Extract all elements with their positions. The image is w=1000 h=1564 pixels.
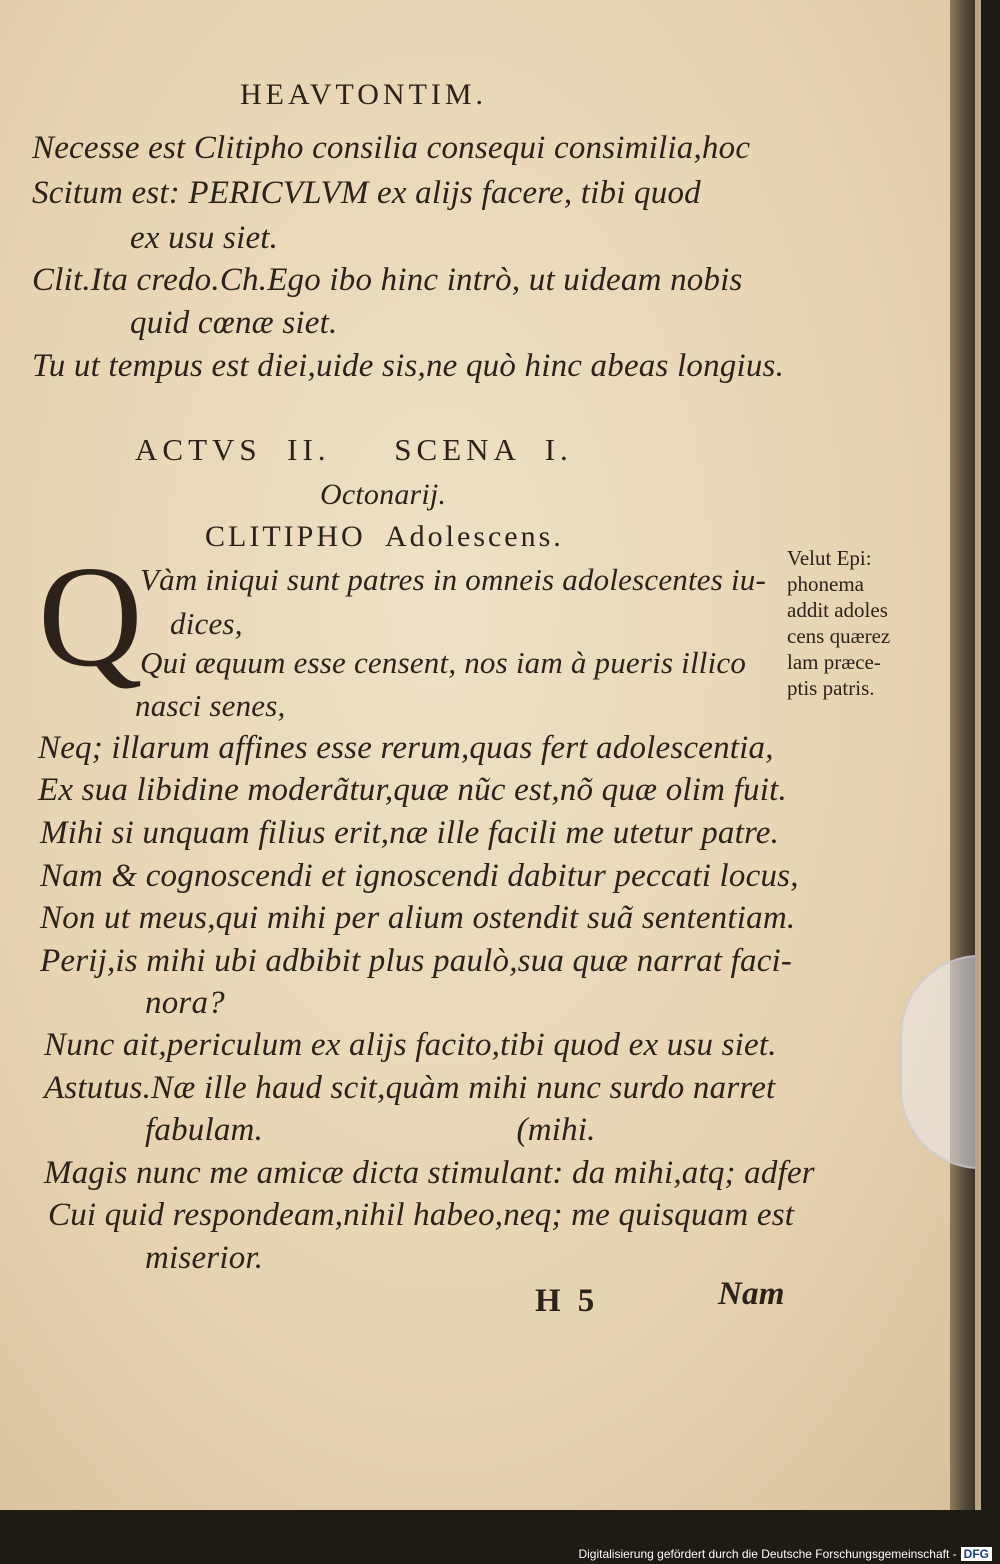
text-line: nora? [145,985,225,1021]
text-line: Necesse est Clitipho consilia consequi consimilia,hoc [32,130,751,166]
text-line: Vàm iniqui sunt patres in omneis adolescentes iu- [140,562,767,597]
margin-note-line: phonema [787,572,864,596]
text-line: Scitum est: PERICVLVM ex alijs facere, tibi quod [32,175,701,211]
text-line: Astutus.Næ ille haud scit,quàm mihi nunc surdo narret [44,1070,776,1106]
text-line: ex usu siet. [130,220,279,256]
text-line: Qui æquum esse censent, nos iam à pueris illico [140,645,747,680]
text-line: Ex sua libidine moderãtur,quæ nũc est,nõ quæ olim fuit. [38,772,787,808]
dfg-logo: DFG [961,1547,992,1561]
meter-label: Octonarij. [320,478,447,511]
text-line: Neq; illarum affines esse rerum,quas fert adolescentia, [38,730,774,766]
page-clip [900,955,981,1169]
page-edge [950,0,975,1510]
text-line: Cui quid respondeam,nihil habeo,neq; me quisquam est [48,1197,795,1233]
margin-note-line: cens quærez [787,624,891,648]
catchword: Nam [718,1276,785,1312]
text-line: Perij,is mihi ubi adbibit plus paulò,sua quæ narrat faci- [40,943,793,979]
margin-note-line: Velut Epi: [787,546,872,570]
digitization-credit [578,1547,992,1561]
text-line: quid cœnæ siet. [130,305,338,341]
signature-mark: H 5 [535,1283,595,1319]
text-line: fabulam. (mihi. [145,1112,596,1148]
margin-note-line: addit adoles [787,598,888,622]
margin-note-line: lam præce- [787,650,881,674]
text-line: Nam & cognoscendi et ignoscendi dabitur peccati locus, [40,858,799,894]
text-line: Mihi si unquam filius erit,næ ille facili me utetur patre. [40,815,780,851]
text-line: Non ut meus,qui mihi per alium ostendit suã sententiam. [40,900,796,936]
text-line: nasci senes, [135,688,286,723]
text-line: Clit.Ita credo.Ch.Ego ibo hinc intrò, ut uideam nobis [32,262,743,298]
act-heading: ACTVS II. SCENA I. [135,432,573,467]
speaker-label: CLITIPHO Adolescens. [205,520,564,553]
text-line: Magis nunc me amicæ dicta stimulant: da mihi,atq; adfer [44,1155,815,1191]
drop-capital: Q [38,537,143,697]
running-header: HEAVTONTIM. [240,78,488,111]
text-line: Nunc ait,periculum ex alijs facito,tibi quod ex usu siet. [44,1027,777,1063]
text-line: Tu ut tempus est diei,uide sis,ne quò hinc abeas longius. [32,348,785,384]
margin-note-line: ptis patris. [787,676,875,700]
credit-text: Digitalisierung gefördert durch die Deutsche Forschungsgemeinschaft - [578,1547,957,1561]
text-line: dices, [170,606,243,641]
text-line: miserior. [145,1240,264,1276]
